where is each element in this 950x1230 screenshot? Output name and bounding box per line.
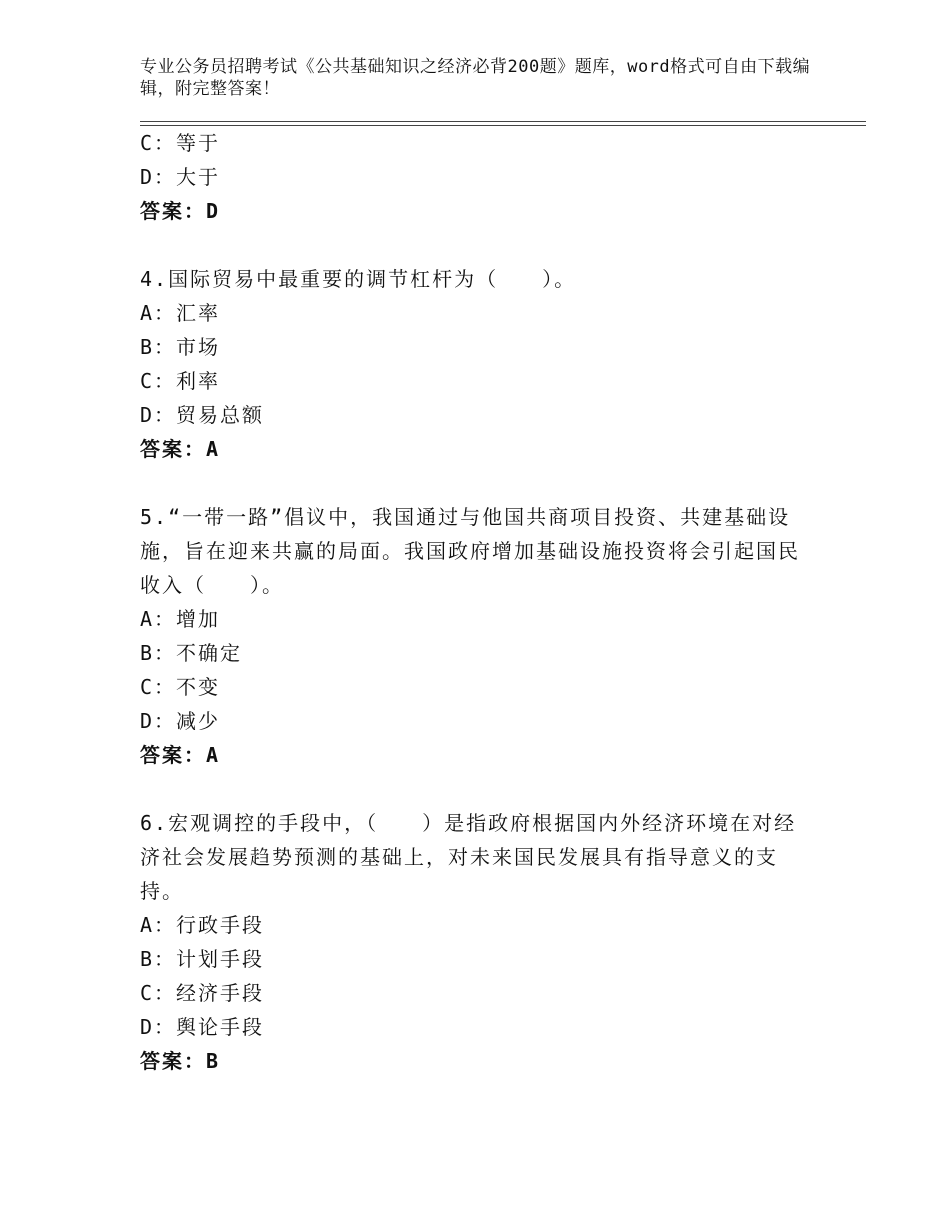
- option-d: D：大于: [140, 165, 221, 189]
- option-b: B：计划手段: [140, 947, 265, 971]
- option-c: C：等于: [140, 131, 221, 155]
- option-c: C：经济手段: [140, 981, 265, 1005]
- question-list: [140, 126, 810, 1078]
- option-a: A：行政手段: [140, 913, 265, 937]
- prev-question-block: [140, 126, 810, 228]
- option-d: D：舆论手段: [140, 1015, 265, 1039]
- option-c: C：不变: [140, 675, 221, 699]
- question-stem: 6.宏观调控的手段中，（ ）是指政府根据国内外经济环境在对经济社会发展趋势预测的基础上，对未来国民发展具有指导意义的支持。: [140, 811, 797, 903]
- option-c: C：利率: [140, 369, 221, 393]
- option-d: D：减少: [140, 709, 221, 733]
- option-b: B：市场: [140, 335, 221, 359]
- question-block-6: [140, 806, 810, 1078]
- question-stem: 5.“一带一路”倡议中，我国通过与他国共商项目投资、共建基础设施，旨在迎来共赢的局面。我国政府增加基础设施投资将会引起国民收入（ ）。: [140, 505, 800, 597]
- header-rule-top: [140, 121, 866, 122]
- option-b: B：不确定: [140, 641, 243, 665]
- question-stem: 4.国际贸易中最重要的调节杠杆为（ ）。: [140, 267, 577, 291]
- answer-label: 答案：A: [140, 743, 221, 767]
- answer-label: 答案：A: [140, 437, 221, 461]
- option-d: D：贸易总额: [140, 403, 265, 427]
- option-a: A：汇率: [140, 301, 221, 325]
- question-block-4: [140, 262, 810, 466]
- option-a: A：增加: [140, 607, 221, 631]
- answer-label: 答案：D: [140, 199, 221, 223]
- question-block-5: [140, 500, 810, 772]
- document-header: 专业公务员招聘考试《公共基础知识之经济必背200题》题库，word格式可自由下载编辑，附完整答案！: [140, 57, 811, 99]
- answer-label: 答案：B: [140, 1049, 221, 1073]
